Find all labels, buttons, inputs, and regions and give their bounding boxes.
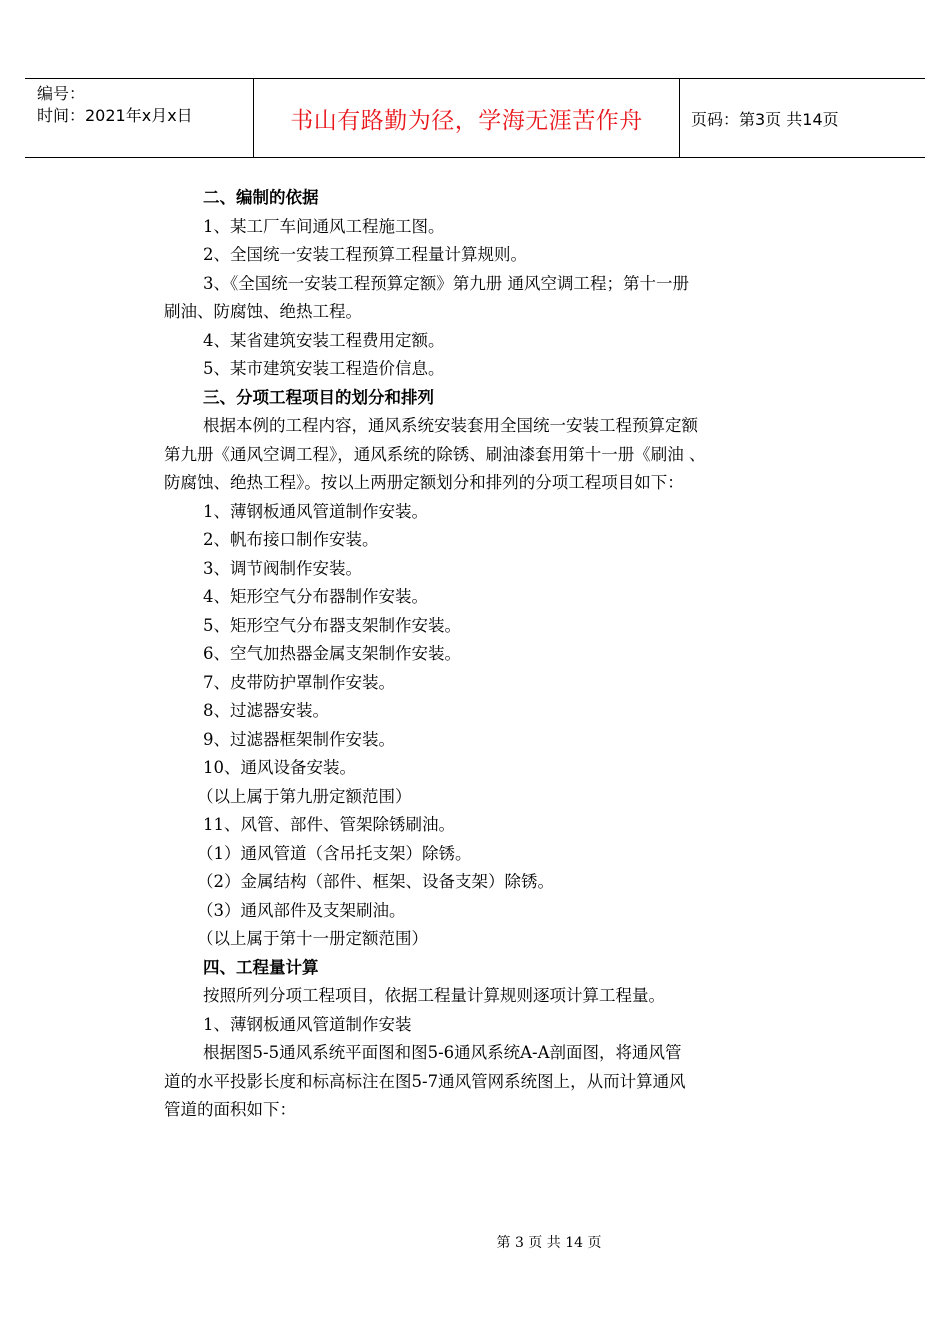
paragraph-line: 道的水平投影长度和标高标注在图5-7通风管网系统图上，从而计算通风 (164, 1071, 686, 1091)
document-time-label: 时间：2021年x月x日 (37, 106, 193, 125)
page-footer: 第 3 页 共 14 页 (496, 1235, 602, 1251)
basis-item: 5、某市建筑安装工程造价信息。 (203, 359, 445, 378)
document-body (164, 184, 794, 1125)
scope-note: （以上属于第九册定额范围） (197, 786, 412, 806)
list-item: 5、矩形空气分布器支架制作安装。 (203, 615, 461, 635)
page-header (25, 78, 925, 158)
section-heading: 三、分项工程项目的划分和排列 (203, 387, 434, 407)
basis-item-continued: 刷油、防腐蚀、绝热工程。 (164, 302, 362, 321)
sub-item: （3）通风部件及支架刷油。 (197, 900, 406, 920)
section-heading: 四、工程量计算 (203, 957, 319, 977)
list-item: 4、矩形空气分布器制作安装。 (203, 587, 428, 606)
list-item: 11、风管、部件、管架除锈刷油。 (203, 815, 455, 834)
basis-item: 4、某省建筑安装工程费用定额。 (203, 330, 445, 350)
list-item: 8、过滤器安装。 (203, 701, 329, 720)
paragraph-line: 管道的面积如下： (164, 1100, 296, 1119)
basis-item: 3、《全国统一安装工程预算定额》第九册 通风空调工程；第十一册 (203, 273, 689, 293)
header-meta (25, 79, 254, 157)
scope-note: （以上属于第十一册定额范围） (197, 929, 428, 948)
sub-item: （1）通风管道（含吊托支架）除锈。 (197, 843, 472, 863)
list-item: 3、调节阀制作安装。 (203, 558, 362, 578)
list-item: 1、薄钢板通风管道制作安装 (203, 1014, 412, 1034)
basis-item: 1、某工厂车间通风工程施工图。 (203, 216, 445, 236)
list-item: 6、空气加热器金属支架制作安装。 (203, 644, 461, 663)
paragraph-line: 根据本例的工程内容，通风系统安装套用全国统一安装工程预算定额 (203, 416, 698, 435)
sub-item: （2）金属结构（部件、框架、设备支架）除锈。 (197, 872, 554, 891)
section-heading: 二、编制的依据 (203, 188, 319, 207)
paragraph-line: 防腐蚀、绝热工程》。按以上两册定额划分和排列的分项工程项目如下： (164, 473, 684, 492)
list-item: 10、通风设备安装。 (203, 758, 356, 777)
header-motto: 书山有路勤为径，学海无涯苦作舟 (254, 79, 680, 157)
document-number-label: 编号： (37, 84, 86, 103)
paragraph-line: 按照所列分项工程项目，依据工程量计算规则逐项计算工程量。 (203, 986, 665, 1005)
header-page-info: 页码：第3页 共14页 (691, 109, 839, 129)
list-item: 2、帆布接口制作安装。 (203, 530, 379, 549)
paragraph-line: 根据图5-5通风系统平面图和图5-6通风系统A-A剖面图，将通风管 (203, 1043, 682, 1062)
paragraph-line: 第九册《通风空调工程》，通风系统的除锈、刷油漆套用第十一册《刷油 、 (164, 444, 706, 464)
list-item: 7、皮带防护罩制作安装。 (203, 672, 395, 692)
list-item: 9、过滤器框架制作安装。 (203, 729, 395, 749)
basis-item: 2、全国统一安装工程预算工程量计算规则。 (203, 245, 527, 264)
list-item: 1、薄钢板通风管道制作安装。 (203, 501, 428, 521)
